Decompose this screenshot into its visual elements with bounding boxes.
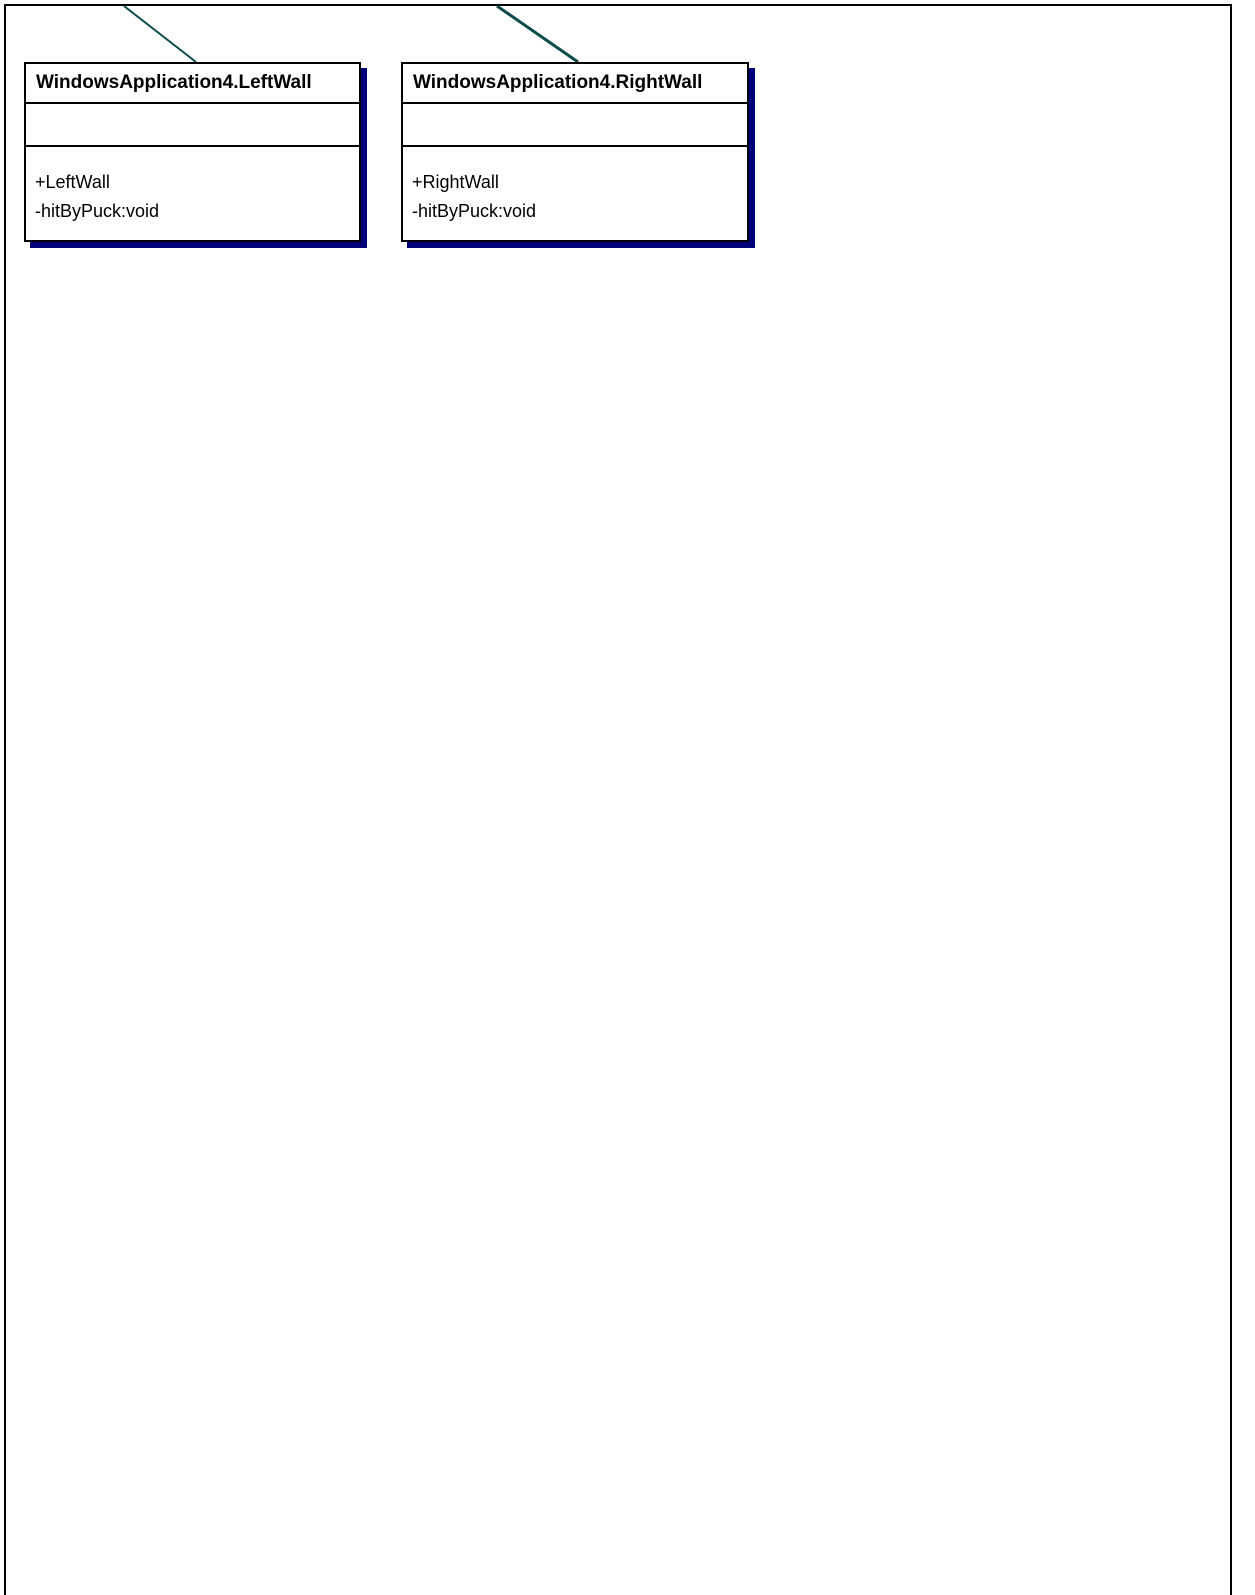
connector-line-leftwall (124, 6, 196, 62)
class-name: WindowsApplication4.RightWall (403, 64, 747, 104)
operations-compartment (403, 147, 747, 226)
attributes-compartment (403, 104, 747, 147)
operation-constructor: +LeftWall (35, 172, 110, 192)
connector-line-rightwall (497, 6, 578, 62)
attributes-compartment (26, 104, 359, 147)
class-name: WindowsApplication4.LeftWall (26, 64, 359, 104)
operation-hitbypuck: -hitByPuck:void (35, 201, 160, 221)
class-box-rightwall[interactable] (401, 62, 749, 242)
class-box-leftwall[interactable] (24, 62, 361, 242)
operation-hitbypuck: -hitByPuck:void (412, 201, 537, 221)
operation-constructor: +RightWall (412, 172, 499, 192)
operations-compartment (26, 147, 359, 226)
